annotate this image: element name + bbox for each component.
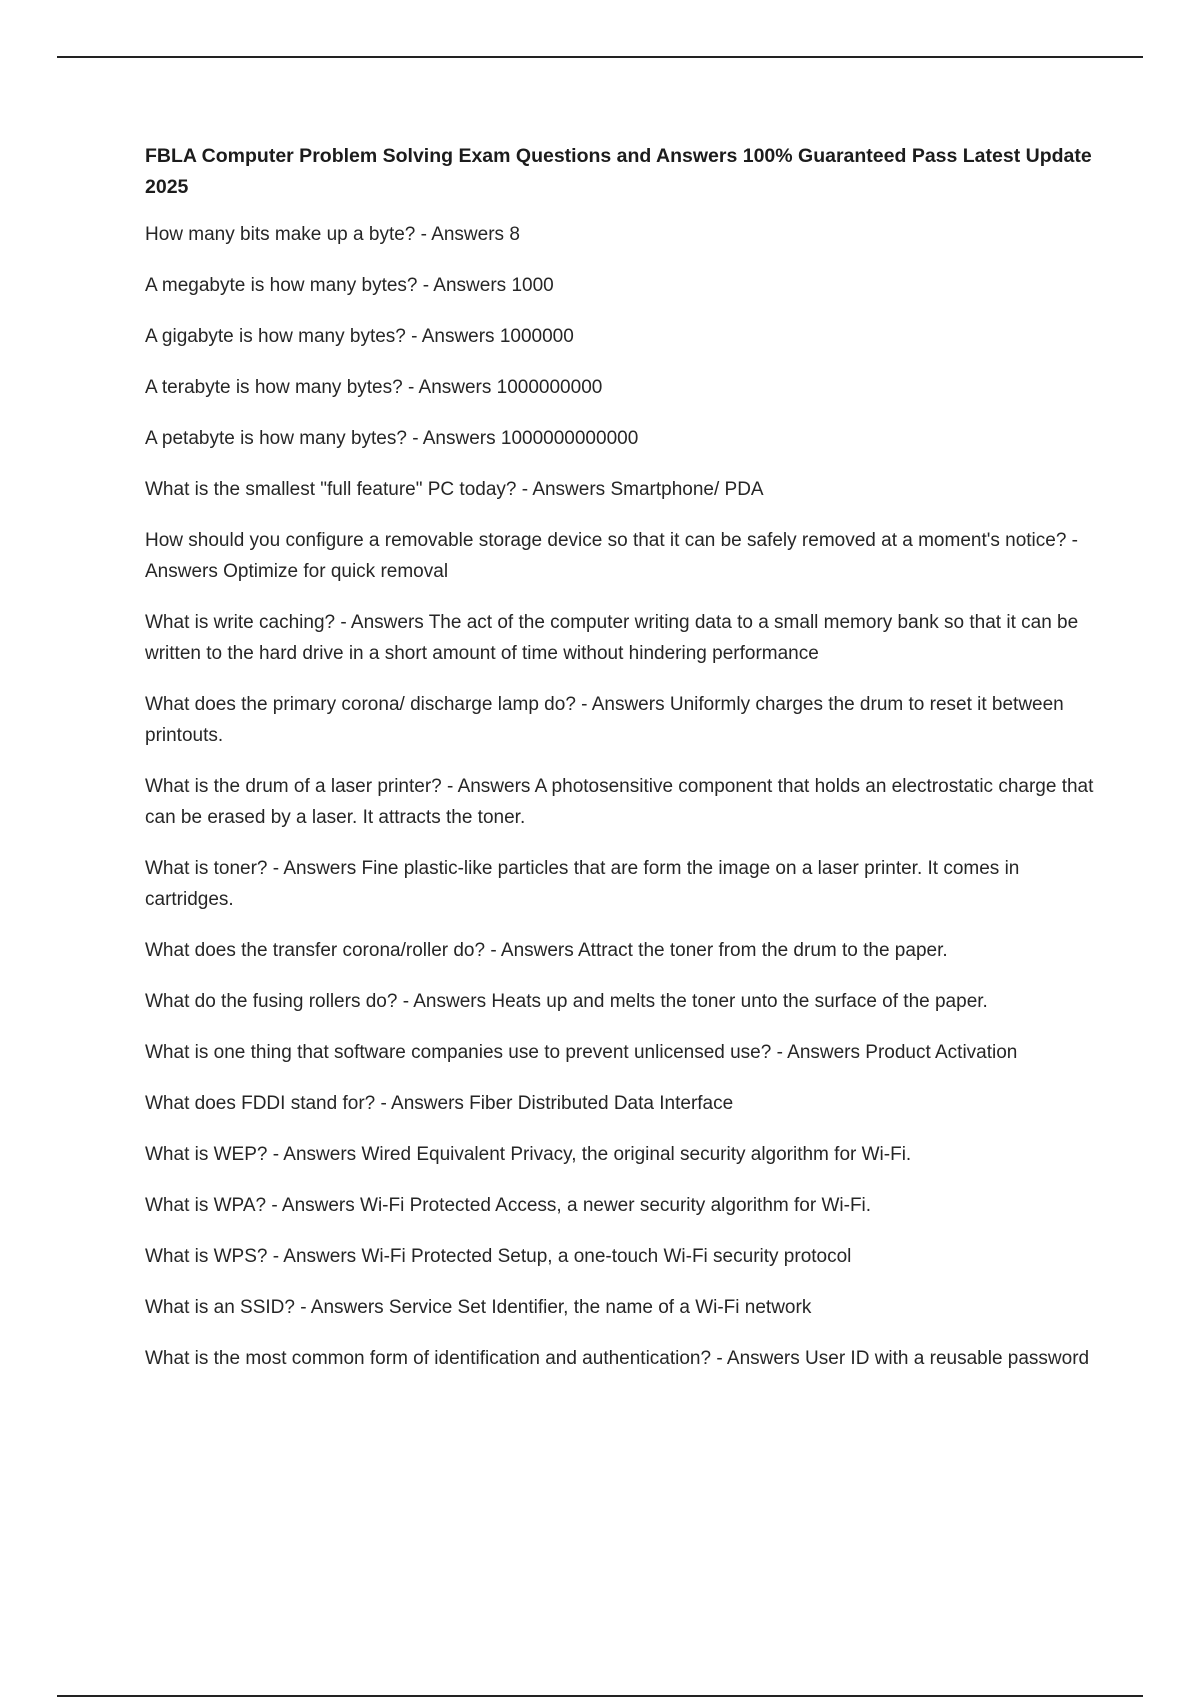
qa-item: How should you configure a removable storage device so that it can be safely removed at a moment's notice? - Answers Optimize for quick removal [145, 530, 1079, 582]
document-title: FBLA Computer Problem Solving Exam Questions and Answers 100% Guaranteed Pass Latest Update 2025 [145, 145, 1092, 198]
qa-item: What is the smallest "full feature" PC today? - Answers Smartphone/ PDA [145, 479, 764, 500]
qa-item: What do the fusing rollers do? - Answers Heats up and melts the toner unto the surface of the paper. [145, 991, 988, 1012]
qa-item: A terabyte is how many bytes? - Answers 1000000000 [145, 377, 603, 398]
qa-item: What does the primary corona/ discharge lamp do? - Answers Uniformly charges the drum to reset it between printouts. [145, 694, 1064, 746]
qa-item: What is an SSID? - Answers Service Set Identifier, the name of a Wi-Fi network [145, 1297, 812, 1318]
qa-item: A gigabyte is how many bytes? - Answers 1000000 [145, 326, 574, 347]
qa-item: What is WPA? - Answers Wi-Fi Protected Access, a newer security algorithm for Wi-Fi. [145, 1195, 872, 1216]
qa-item: What is toner? - Answers Fine plastic-like particles that are form the image on a laser printer. It comes in cartridges. [145, 858, 1020, 910]
qa-item: What does the transfer corona/roller do? - Answers Attract the toner from the drum to the paper. [145, 940, 948, 961]
qa-item: A petabyte is how many bytes? - Answers 1000000000000 [145, 428, 639, 449]
qa-item: What does FDDI stand for? - Answers Fiber Distributed Data Interface [145, 1093, 734, 1114]
qa-list [145, 219, 1095, 1374]
qa-item: What is WEP? - Answers Wired Equivalent Privacy, the original security algorithm for Wi-Fi. [145, 1144, 912, 1165]
qa-item: How many bits make up a byte? - Answers 8 [145, 224, 520, 245]
qa-item: A megabyte is how many bytes? - Answers 1000 [145, 275, 554, 296]
qa-item: What is one thing that software companies use to prevent unlicensed use? - Answers Product Activation [145, 1042, 1018, 1063]
header-rule [57, 56, 1143, 58]
qa-item: What is the most common form of identification and authentication? - Answers User ID with a reusable password [145, 1348, 1090, 1369]
footer-rule [57, 1695, 1143, 1697]
qa-item: What is write caching? - Answers The act of the computer writing data to a small memory bank so that it can be written to the hard drive in a short amount of time without hindering performance [145, 612, 1079, 664]
qa-item: What is WPS? - Answers Wi-Fi Protected Setup, a one-touch Wi-Fi security protocol [145, 1246, 852, 1267]
qa-item: What is the drum of a laser printer? - Answers A photosensitive component that holds an electrostatic charge that can be erased by a laser. It attracts the toner. [145, 776, 1094, 828]
document-body [145, 141, 1095, 1394]
